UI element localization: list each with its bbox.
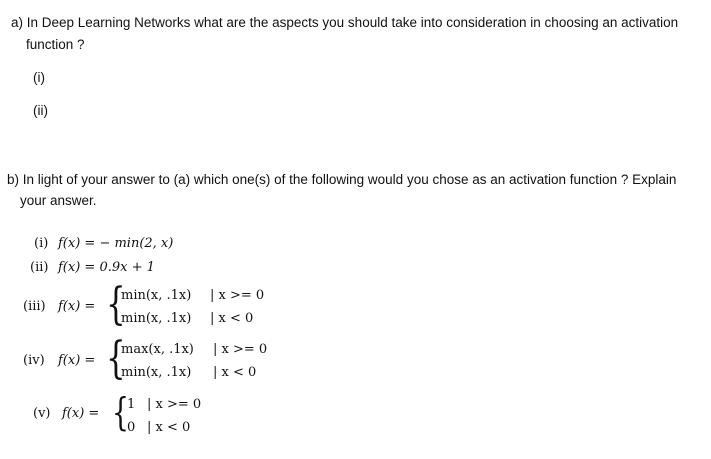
question-a-line1: a) In Deep Learning Networks what are the aspects you should take into consideration in choosing an activation [11, 15, 679, 30]
option-iv-case1-cond: | x >= 0 [213, 342, 268, 357]
option-ii-number: (ii) [30, 260, 49, 275]
option-iv-brace: { [106, 333, 126, 384]
option-v-brace: { [112, 390, 129, 434]
question-a-item-ii: (ii) [33, 103, 48, 118]
option-iii-case2-expr: min(x, .1x) [121, 311, 192, 326]
option-iii-case1-expr: min(x, .1x) [121, 288, 192, 303]
option-iv-lhs: f(x) = [58, 353, 96, 368]
option-ii-formula: f(x) = 0.9x + 1 [58, 260, 155, 275]
option-iii-number: (iii) [23, 299, 46, 314]
option-iii-brace: { [106, 279, 126, 330]
option-v-case2-expr: 0 [127, 420, 136, 435]
option-iii-case2-cond: | x < 0 [210, 311, 254, 326]
option-iv-case1-expr: max(x, .1x) [121, 342, 194, 357]
question-b-line1: b) In light of your answer to (a) which one(s) of the following would you chose as an activation function ? Explain [7, 172, 677, 187]
option-v-case1-expr: 1 [127, 397, 136, 412]
option-iv-number: (iv) [23, 353, 45, 368]
option-v-lhs: f(x) = [62, 406, 100, 421]
question-a-line2: function ? [26, 37, 85, 52]
option-i-number: (i) [34, 236, 49, 251]
question-b-line2: your answer. [20, 193, 97, 208]
option-iii-case1-cond: | x >= 0 [210, 288, 265, 303]
option-iv-case2-expr: min(x, .1x) [121, 365, 192, 380]
option-iii-lhs: f(x) = [58, 299, 96, 314]
option-v-case1-cond: | x >= 0 [147, 397, 202, 412]
question-a-item-i: (i) [33, 70, 45, 85]
option-v-number: (v) [33, 406, 51, 421]
option-iv-case2-cond: | x < 0 [213, 365, 257, 380]
option-v-case2-cond: | x < 0 [147, 420, 191, 435]
option-i-formula: f(x) = − min(2, x) [58, 236, 174, 251]
